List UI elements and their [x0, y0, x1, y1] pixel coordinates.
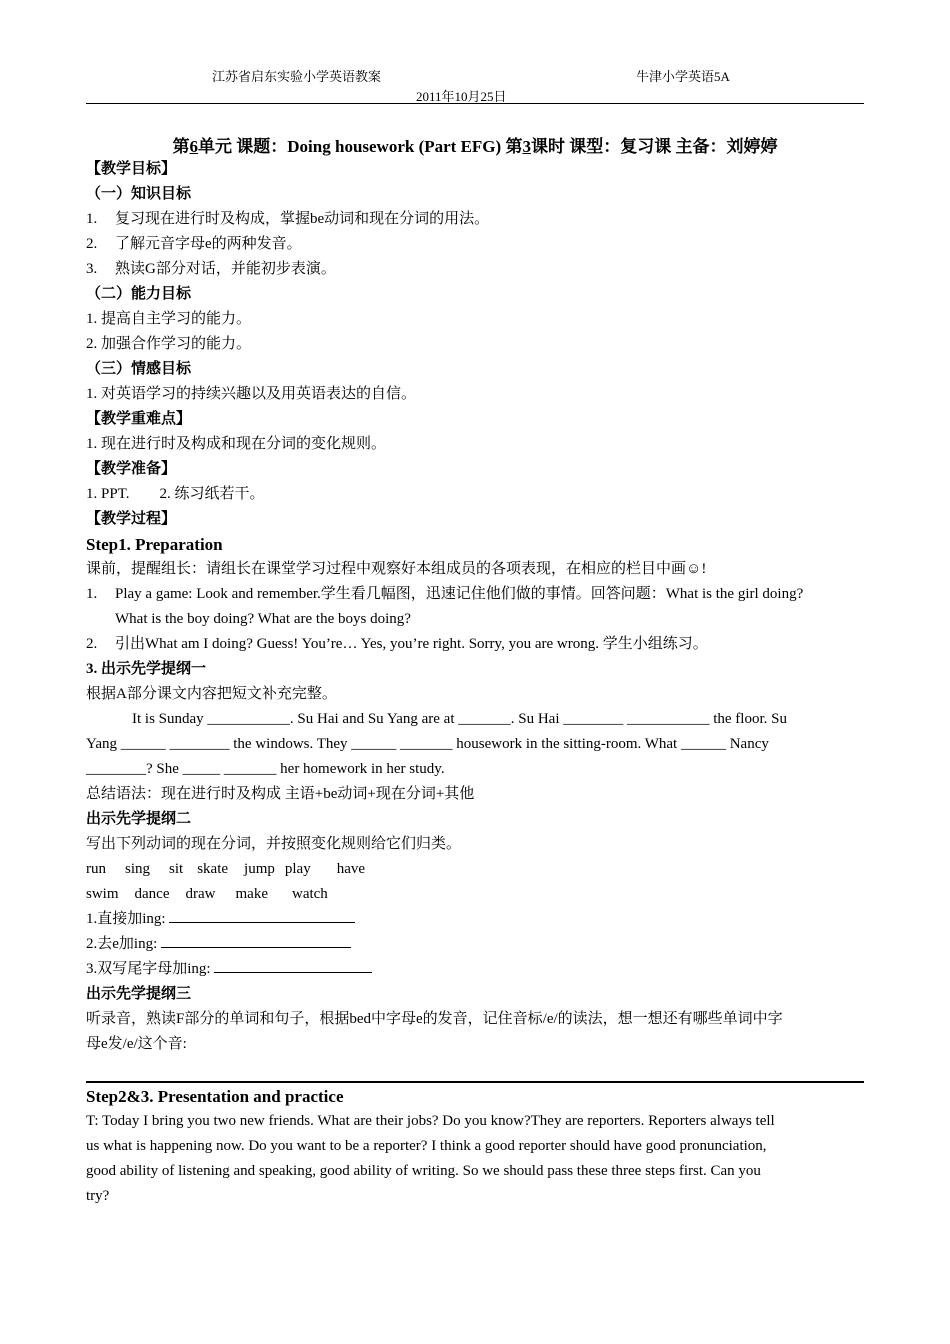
item-number: 2.	[86, 636, 98, 652]
list-item	[86, 207, 864, 232]
rule-label: 1.直接加ing:	[86, 911, 166, 927]
passage-line: ________? She _____ _______ her homework in her study.	[86, 761, 445, 777]
item-continuation: What is the boy doing? What are the boys doing?	[115, 611, 411, 627]
verb: watch	[291, 886, 328, 902]
verb: sing	[125, 861, 151, 877]
item-text: Play a game: Look and remember.学生看几幅图，迅速记住他们做的事情。回答问题：What is the girl doing?	[115, 586, 804, 602]
unit-number: 6	[189, 137, 199, 156]
item-number: 1.	[86, 586, 98, 602]
answer-blank	[214, 958, 372, 973]
rule-label: 2.去e加ing:	[86, 936, 158, 952]
passage-line: It is Sunday ___________. Su Hai and Su Yang are at _______. Su Hai ________ ___________ the floor. Su	[132, 711, 787, 727]
passage-line: Yang ______ ________ the windows. They ______ _______ housework in the sitting-room. What ______ Nancy	[86, 736, 769, 752]
document-body	[86, 157, 864, 1209]
step23-text: try?	[86, 1188, 110, 1204]
section-divider	[86, 1081, 864, 1083]
header-rule	[86, 103, 864, 104]
verb: make	[235, 886, 268, 902]
ability-heading: （二）能力目标	[86, 286, 192, 302]
verb-row	[86, 857, 864, 882]
outline3-text: 听录音，熟读F部分的单词和句子，根据bed中字母e的发音，记住音标/e/的读法，想一想还有哪些单词中字	[86, 1011, 783, 1027]
answer-blank	[161, 933, 351, 948]
verb: swim	[86, 886, 119, 902]
prep-item: 1. PPT.	[86, 486, 130, 502]
header-date: 2011年10月25日	[416, 89, 507, 104]
list-item	[86, 257, 864, 282]
preparation-heading: 【教学准备】	[86, 461, 177, 477]
outline3-heading: 出示先学提纲三	[86, 986, 192, 1002]
rule-line	[86, 907, 864, 932]
list-item	[86, 582, 864, 607]
item-text: 熟读G部分对话，并能初步表演。	[115, 261, 336, 277]
step1-title: Step1. Preparation	[86, 535, 223, 554]
verb-row	[86, 882, 864, 907]
emotion-heading: （三）情感目标	[86, 361, 192, 377]
verb: skate	[197, 861, 229, 877]
lesson-title	[86, 132, 864, 157]
list-item: 1. 提高自主学习的能力。	[86, 311, 252, 327]
prep-item: 2. 练习纸若干。	[159, 486, 265, 502]
outline2-heading: 出示先学提纲二	[86, 811, 192, 827]
knowledge-heading: （一）知识目标	[86, 186, 192, 202]
verb: have	[336, 861, 366, 877]
title-part: 单元 课题：Doing housework (Part EFG) 第	[198, 137, 523, 156]
preparation-items	[86, 482, 864, 507]
header-school: 江苏省启东实验小学英语教案	[212, 69, 382, 84]
process-heading: 【教学过程】	[86, 511, 177, 527]
list-item: 2. 加强合作学习的能力。	[86, 336, 252, 352]
step23-text: good ability of listening and speaking, good ability of writing. So we should pass these three steps first. Can you	[86, 1163, 761, 1179]
goals-heading: 【教学目标】	[86, 161, 177, 177]
list-item: 1. 对英语学习的持续兴趣以及用英语表达的自信。	[86, 386, 417, 402]
list-item: 1. 现在进行时及构成和现在分词的变化规则。	[86, 436, 387, 452]
step23-title: Step2&3. Presentation and practice	[86, 1087, 344, 1106]
key-points-heading: 【教学重难点】	[86, 411, 192, 427]
item-text: 引出What am I doing? Guess! You’re… Yes, you’re right. Sorry, you are wrong. 学生小组练习。	[115, 636, 708, 652]
verb: run	[86, 861, 106, 877]
rule-line	[86, 957, 864, 982]
step23-text: us what is happening now. Do you want to be a reporter? I think a good reporter should have good pronunciation,	[86, 1138, 767, 1154]
step1-intro: 课前，提醒组长：请组长在课堂学习过程中观察好本组成员的各项表现，在相应的栏目中画☺!	[86, 561, 707, 577]
list-item	[86, 632, 864, 657]
verb: jump	[244, 861, 275, 877]
header-textbook: 牛津小学英语5A	[636, 69, 730, 84]
outline3-text: 母e发/e/这个音:	[86, 1036, 187, 1052]
answer-blank	[169, 908, 355, 923]
rule-label: 3.双写尾字母加ing:	[86, 961, 211, 977]
verb: play	[284, 861, 311, 877]
outline1-instruction: 根据A部分课文内容把短文补充完整。	[86, 686, 337, 702]
outline2-instruction: 写出下列动词的现在分词，并按照变化规则给它们归类。	[86, 836, 462, 852]
item-number: 2.	[86, 236, 98, 252]
outline1-heading: 3. 出示先学提纲一	[86, 661, 207, 677]
rule-line	[86, 932, 864, 957]
item-text: 复习现在进行时及构成，掌握be动词和现在分词的用法。	[115, 211, 490, 227]
verb: sit	[169, 861, 184, 877]
item-number: 1.	[86, 211, 98, 227]
grammar-summary: 总结语法：现在进行时及构成 主语+be动词+现在分词+其他	[86, 786, 475, 802]
title-part: 第	[172, 137, 190, 156]
item-text: 了解元音字母e的两种发音。	[115, 236, 302, 252]
lesson-number: 3	[522, 137, 531, 156]
verb: draw	[185, 886, 216, 902]
item-number: 3.	[86, 261, 98, 277]
step23-text: T: Today I bring you two new friends. What are their jobs? Do you know?They are reporters. Reporters always tell	[86, 1113, 775, 1129]
title-part: 课时 课型：复习课 主备：刘婷婷	[530, 137, 778, 156]
list-item	[86, 232, 864, 257]
verb: dance	[134, 886, 170, 902]
